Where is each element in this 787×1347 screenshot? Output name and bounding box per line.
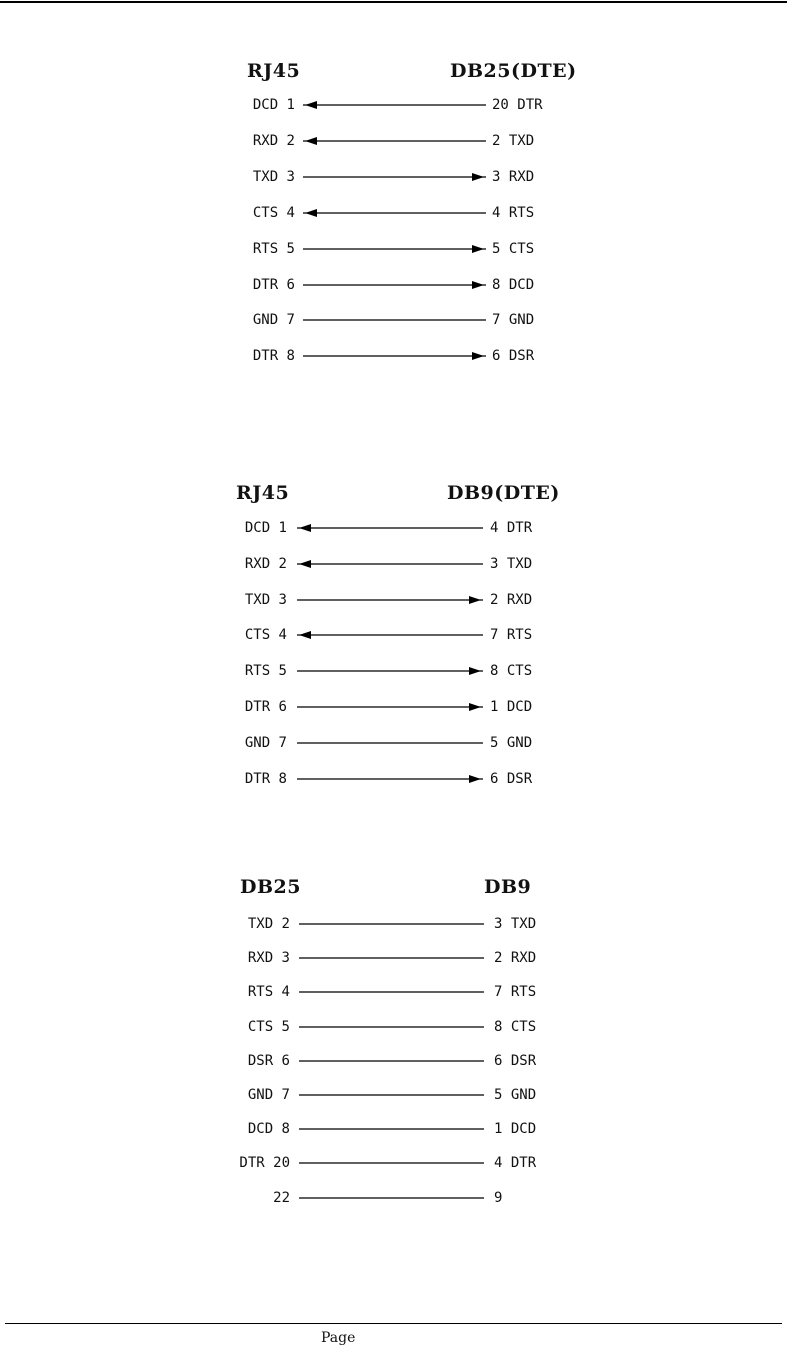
- right-pin-label: 5 GND: [494, 1087, 537, 1103]
- left-pin-label: RTS 5: [244, 663, 287, 680]
- right-pin-label: 7 RTS: [494, 984, 537, 1001]
- pin-mapping-row: [0, 983, 787, 1003]
- wire-connection: [299, 983, 484, 1001]
- right-pin-label: 4 DTR: [490, 520, 533, 536]
- arrow-left-icon: [299, 524, 311, 532]
- left-pin-label: RXD 2: [252, 132, 295, 149]
- right-pin-label: 3 TXD: [490, 555, 533, 572]
- arrow-right-icon: [469, 596, 481, 604]
- left-pin-label: DTR 6: [244, 699, 287, 715]
- right-pin-label: 4 DTR: [494, 1155, 537, 1172]
- wire-connection: [299, 949, 484, 967]
- left-pin-label: RTS 4: [247, 984, 290, 1001]
- left-pin-label: DTR 8: [244, 770, 287, 787]
- right-connector-header: DB25(DTE): [450, 60, 577, 82]
- right-pin-label: 8 CTS: [490, 663, 533, 680]
- wire-connection: [297, 770, 483, 788]
- arrow-left-icon: [305, 209, 317, 217]
- left-pin-label: GND 7: [244, 734, 287, 751]
- left-pin-label: CTS 5: [247, 1018, 290, 1035]
- right-pin-label: 7 RTS: [490, 627, 533, 644]
- left-pin-label: TXD 2: [247, 916, 290, 932]
- wire-connection: [299, 1189, 484, 1207]
- pin-mapping-row: [0, 555, 787, 575]
- pin-mapping-row: [0, 1086, 787, 1106]
- right-pin-label: 1 DCD: [490, 699, 533, 715]
- pin-mapping-row: [0, 591, 787, 611]
- right-pin-label: 7 GND: [492, 312, 535, 329]
- wire-connection: [299, 1154, 484, 1172]
- arrow-left-icon: [299, 560, 311, 568]
- right-pin-label: 2 TXD: [492, 132, 535, 149]
- wire-connection: [299, 1018, 484, 1036]
- right-pin-label: 20 DTR: [492, 97, 543, 113]
- wire-connection: [297, 555, 483, 573]
- pin-mapping-row: [0, 311, 787, 331]
- arrow-right-icon: [469, 667, 481, 675]
- left-pin-label: CTS 4: [244, 627, 287, 644]
- left-pin-label: DTR 20: [239, 1155, 290, 1172]
- pin-mapping-row: [0, 662, 787, 682]
- arrow-right-icon: [472, 245, 484, 253]
- arrow-left-icon: [305, 137, 317, 145]
- wire-connection: [299, 1086, 484, 1104]
- left-pin-label: TXD 3: [252, 168, 295, 185]
- pin-mapping-row: [0, 168, 787, 188]
- right-pin-label: 2 RXD: [494, 950, 537, 967]
- pin-mapping-row: [0, 1120, 787, 1140]
- left-pin-label: DCD 8: [247, 1121, 290, 1138]
- right-pin-label: 6 DSR: [490, 770, 533, 787]
- right-pin-label: 9: [494, 1189, 503, 1206]
- pin-mapping-row: [0, 276, 787, 296]
- left-connector-header: RJ45: [236, 482, 290, 504]
- pin-mapping-row: [0, 915, 787, 935]
- wire-connection: [303, 204, 486, 222]
- left-pin-label: TXD 3: [244, 591, 287, 608]
- wire-connection: [303, 168, 486, 186]
- right-connector-header: DB9(DTE): [447, 482, 560, 504]
- footer-rule: [5, 1323, 782, 1324]
- arrow-right-icon: [469, 703, 481, 711]
- wire-connection: [297, 662, 483, 680]
- left-pin-label: DTR 6: [252, 276, 295, 293]
- right-pin-label: 6 DSR: [494, 1052, 537, 1069]
- wire-connection: [299, 915, 484, 933]
- pin-mapping-row: [0, 734, 787, 754]
- wire-connection: [297, 626, 483, 644]
- left-pin-label: DCD 1: [252, 97, 295, 113]
- left-pin-label: RXD 3: [247, 950, 290, 967]
- wire-connection: [303, 240, 486, 258]
- right-pin-label: 5 GND: [490, 734, 533, 751]
- left-pin-label: CTS 4: [252, 204, 295, 221]
- arrow-left-icon: [305, 101, 317, 109]
- wire-connection: [299, 1052, 484, 1070]
- right-connector-header: DB9: [484, 876, 532, 898]
- right-pin-label: 3 RXD: [492, 168, 535, 185]
- wire-connection: [303, 311, 486, 329]
- wire-connection: [303, 347, 486, 365]
- right-pin-label: 8 CTS: [494, 1018, 537, 1035]
- left-connector-header: DB25: [240, 876, 301, 898]
- wire-connection: [297, 519, 483, 537]
- left-pin-label: 22: [273, 1189, 290, 1206]
- right-pin-label: 4 RTS: [492, 204, 535, 221]
- page-footer-label: Page: [321, 1330, 356, 1346]
- right-pin-label: 5 CTS: [492, 240, 535, 257]
- left-connector-header: RJ45: [247, 60, 301, 82]
- pin-mapping-row: [0, 347, 787, 367]
- arrow-right-icon: [469, 775, 481, 783]
- right-pin-label: 3 TXD: [494, 916, 537, 932]
- right-pin-label: 1 DCD: [494, 1121, 537, 1138]
- pin-mapping-row: [0, 770, 787, 790]
- arrow-right-icon: [472, 281, 484, 289]
- pin-mapping-row: [0, 204, 787, 224]
- wire-connection: [297, 591, 483, 609]
- arrow-left-icon: [299, 631, 311, 639]
- pin-mapping-row: [0, 1052, 787, 1072]
- wire-connection: [297, 698, 483, 716]
- pin-mapping-row: [0, 626, 787, 646]
- pin-mapping-row: [0, 698, 787, 718]
- wire-connection: [303, 96, 486, 114]
- left-pin-label: RTS 5: [252, 240, 295, 257]
- left-pin-label: RXD 2: [244, 555, 287, 572]
- left-pin-label: DCD 1: [244, 520, 287, 536]
- right-pin-label: 8 DCD: [492, 276, 535, 293]
- pin-mapping-row: [0, 132, 787, 152]
- pin-mapping-row: [0, 1189, 787, 1209]
- arrow-right-icon: [472, 352, 484, 360]
- pin-mapping-row: [0, 1154, 787, 1174]
- wire-connection: [303, 276, 486, 294]
- right-pin-label: 6 DSR: [492, 348, 535, 365]
- left-pin-label: DTR 8: [252, 348, 295, 365]
- left-pin-label: GND 7: [247, 1087, 290, 1103]
- pin-mapping-row: [0, 949, 787, 969]
- left-pin-label: DSR 6: [247, 1052, 290, 1069]
- left-pin-label: GND 7: [252, 312, 295, 329]
- wire-connection: [303, 132, 486, 150]
- right-pin-label: 2 RXD: [490, 591, 533, 608]
- wire-connection: [299, 1120, 484, 1138]
- pin-mapping-row: [0, 1018, 787, 1038]
- wire-connection: [297, 734, 483, 752]
- pin-mapping-row: [0, 240, 787, 260]
- pin-mapping-row: [0, 519, 787, 539]
- top-rule: [0, 1, 787, 3]
- pin-mapping-row: [0, 96, 787, 116]
- arrow-right-icon: [472, 173, 484, 181]
